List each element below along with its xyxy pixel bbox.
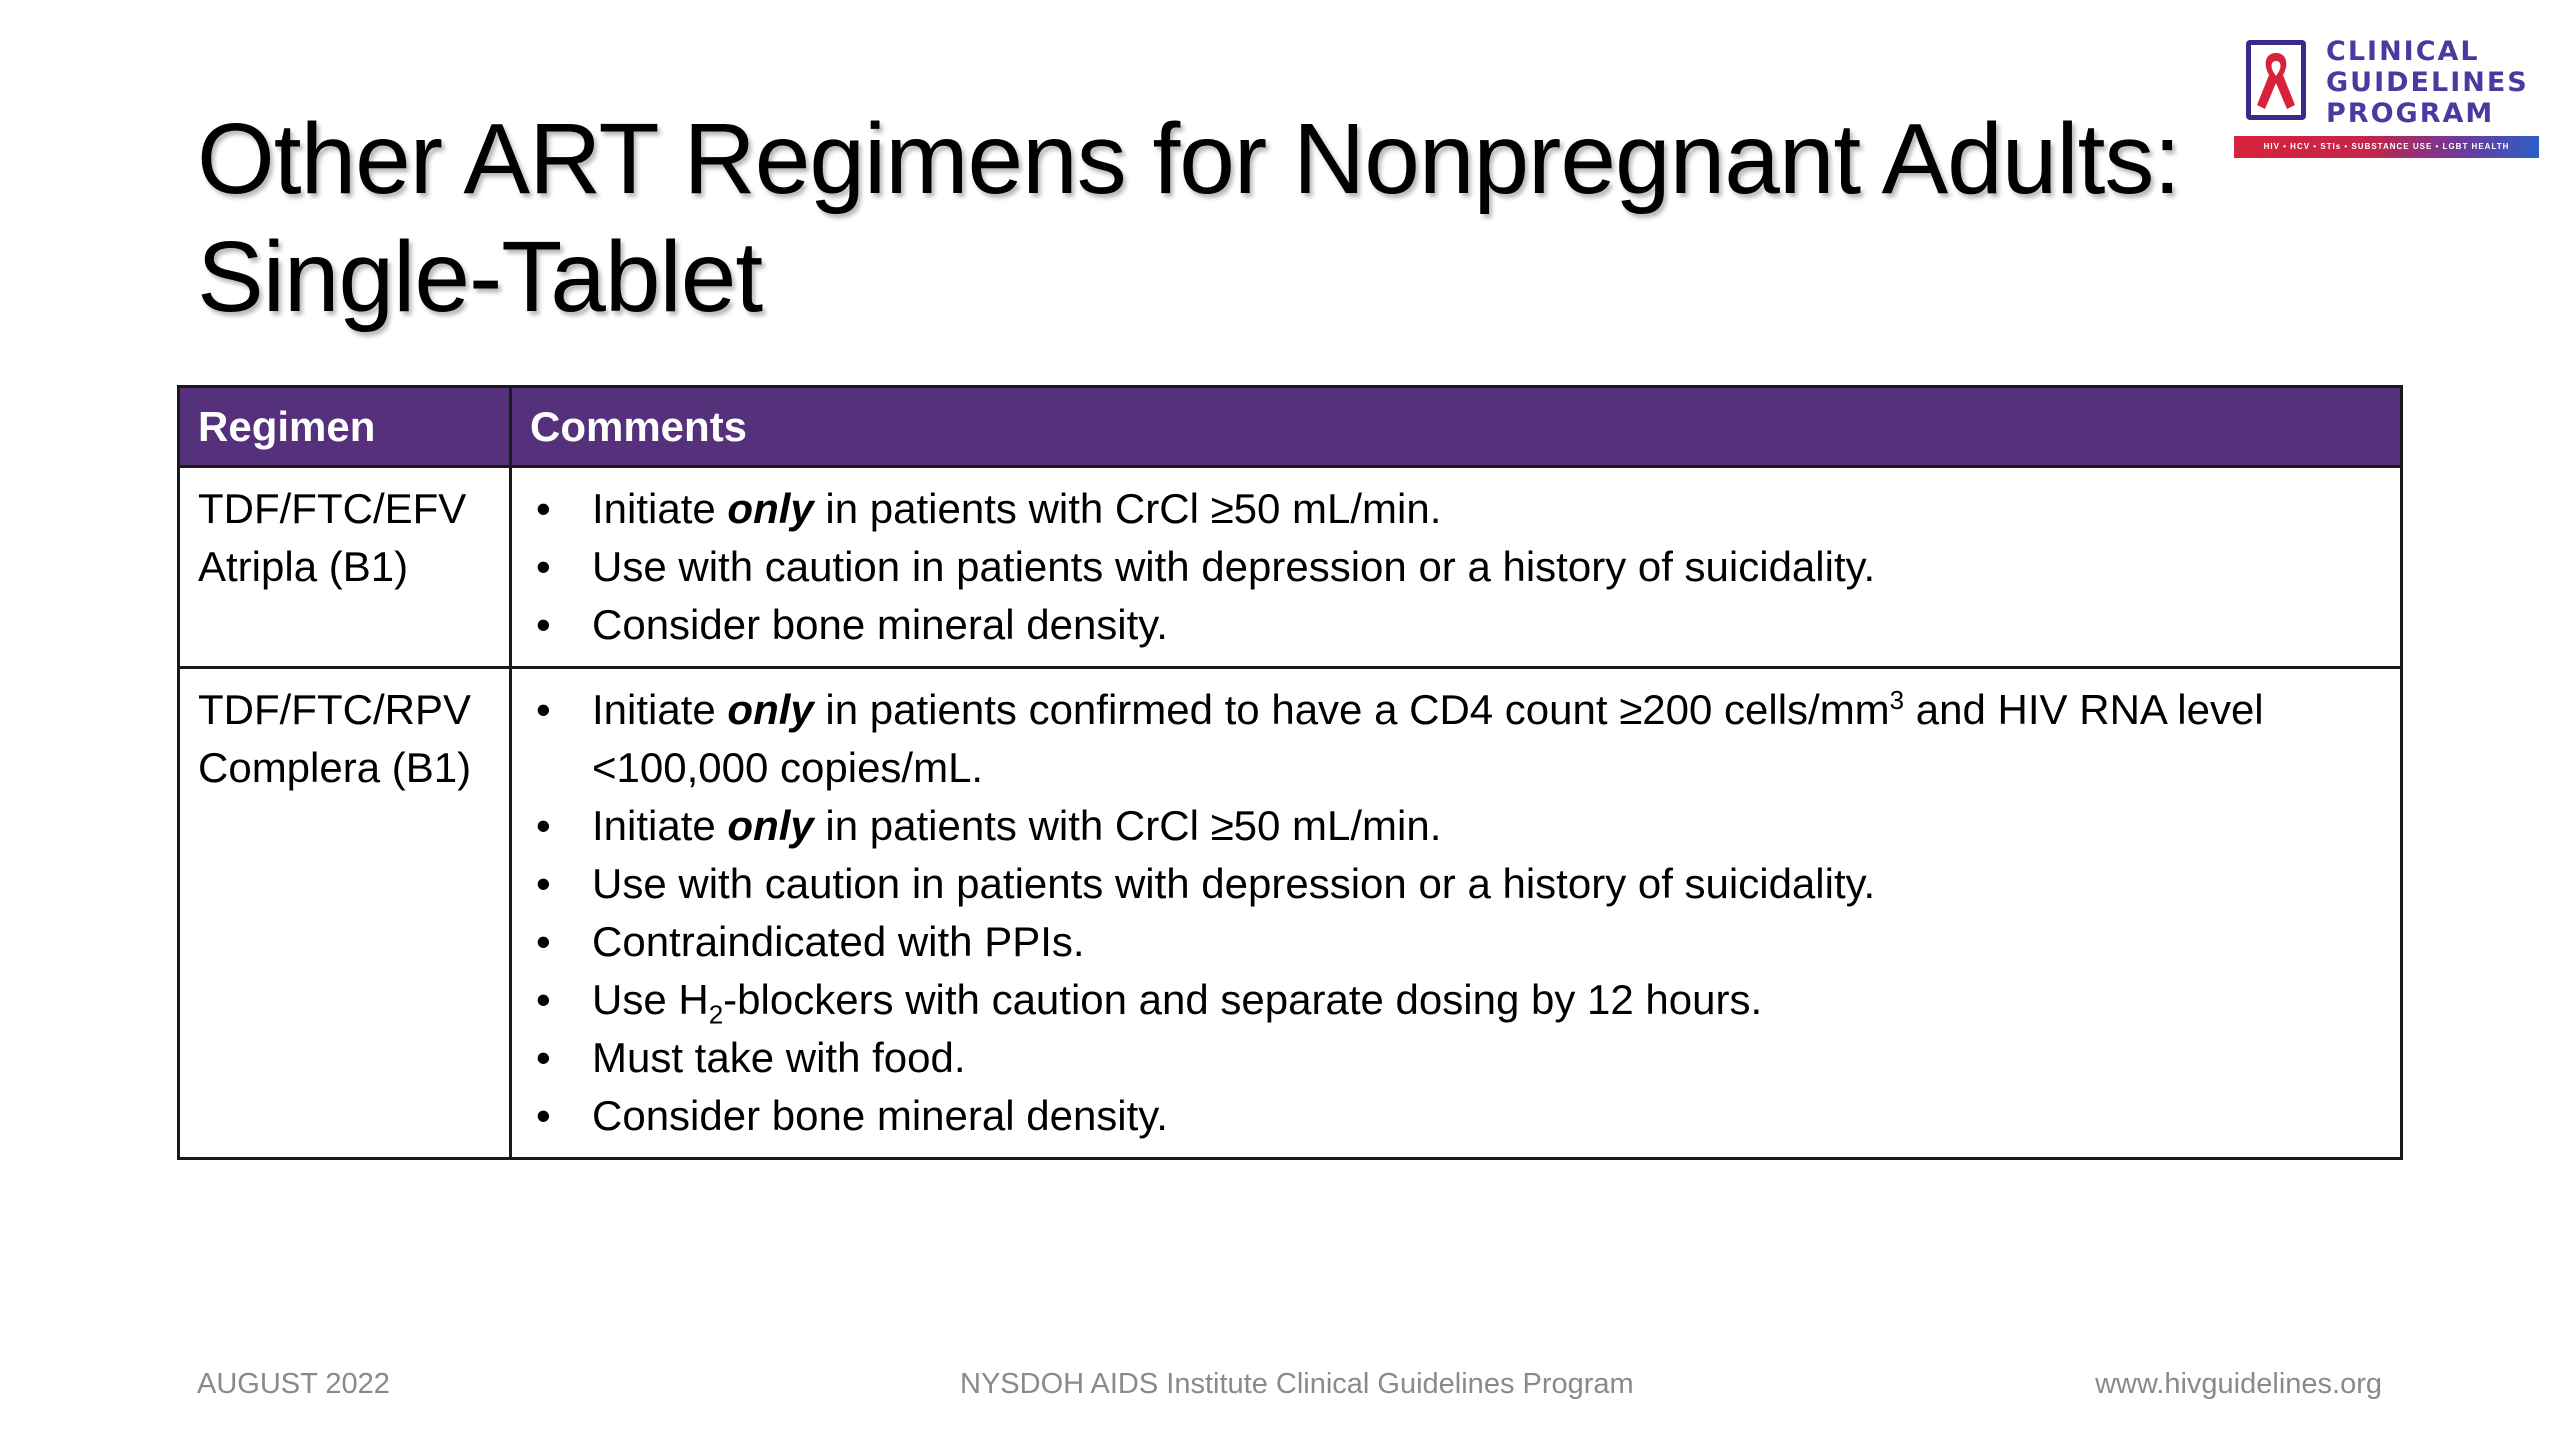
comment-item: • Consider bone mineral density. bbox=[530, 596, 2382, 654]
slide-title-line-1: Other ART Regimens for Nonpregnant Adults: bbox=[197, 103, 2181, 215]
comment-list bbox=[530, 480, 2382, 654]
comment-item: • Must take with food. bbox=[530, 1029, 2382, 1087]
regimen-cell bbox=[179, 467, 511, 668]
comment-item: • Use $H_2$-blockers with caution and separate dosing by 12 hours. bbox=[530, 971, 2382, 1029]
regimen-brand: Complera (B1) bbox=[198, 744, 472, 791]
comments-cell bbox=[511, 668, 2402, 1159]
header-comments: Comments bbox=[511, 387, 2402, 467]
table-header-row bbox=[179, 387, 2402, 467]
regimen-code: TDF/FTC/EFV bbox=[198, 485, 467, 532]
header-regimen: Regimen bbox=[179, 387, 511, 467]
logo-frame bbox=[2246, 40, 2306, 120]
regimen-code: TDF/FTC/RPV bbox=[198, 686, 471, 733]
slide-title-line-2: Single-Tablet bbox=[197, 221, 763, 333]
regimens-table bbox=[177, 385, 2403, 1160]
regimen-brand: Atripla (B1) bbox=[198, 543, 409, 590]
footer-website: www.hivguidelines.org bbox=[2095, 1368, 2382, 1400]
comment-item: • Consider bone mineral density. bbox=[530, 1087, 2382, 1145]
slide-title bbox=[197, 100, 2197, 336]
logo-tagline: HIV • HCV • STIs • SUBSTANCE USE • LGBT HEALTH bbox=[2234, 136, 2539, 158]
comment-list bbox=[530, 681, 2382, 1145]
comments-cell bbox=[511, 467, 2402, 668]
comment-item: • Use with caution in patients with depression or a history of suicidality. bbox=[530, 855, 2382, 913]
logo-word-2: GUIDELINES bbox=[2326, 67, 2529, 98]
logo-wordmark bbox=[2326, 36, 2529, 129]
clinical-guidelines-program-logo bbox=[2234, 36, 2544, 166]
footer-organization: NYSDOH AIDS Institute Clinical Guidelines Program bbox=[960, 1368, 1634, 1400]
comment-item: • Initiate only in patients confirmed to have a CD4 count ≥200 cells/$mm^3$ and HIV RNA level <100,000 copies/mL. bbox=[530, 681, 2382, 797]
comment-item: • Contraindicated with PPIs. bbox=[530, 913, 2382, 971]
table-row bbox=[179, 668, 2402, 1159]
logo-word-3: PROGRAM bbox=[2326, 98, 2495, 129]
regimen-cell bbox=[179, 668, 511, 1159]
red-ribbon-icon bbox=[2251, 45, 2301, 115]
comment-item: • Use with caution in patients with depression or a history of suicidality. bbox=[530, 538, 2382, 596]
footer-date: AUGUST 2022 bbox=[197, 1368, 390, 1400]
comment-item: • Initiate only in patients with CrCl ≥50 mL/min. bbox=[530, 480, 2382, 538]
table-row bbox=[179, 467, 2402, 668]
comment-item: • Initiate only in patients with CrCl ≥50 mL/min. bbox=[530, 797, 2382, 855]
logo-word-1: CLINICAL bbox=[2326, 36, 2480, 67]
